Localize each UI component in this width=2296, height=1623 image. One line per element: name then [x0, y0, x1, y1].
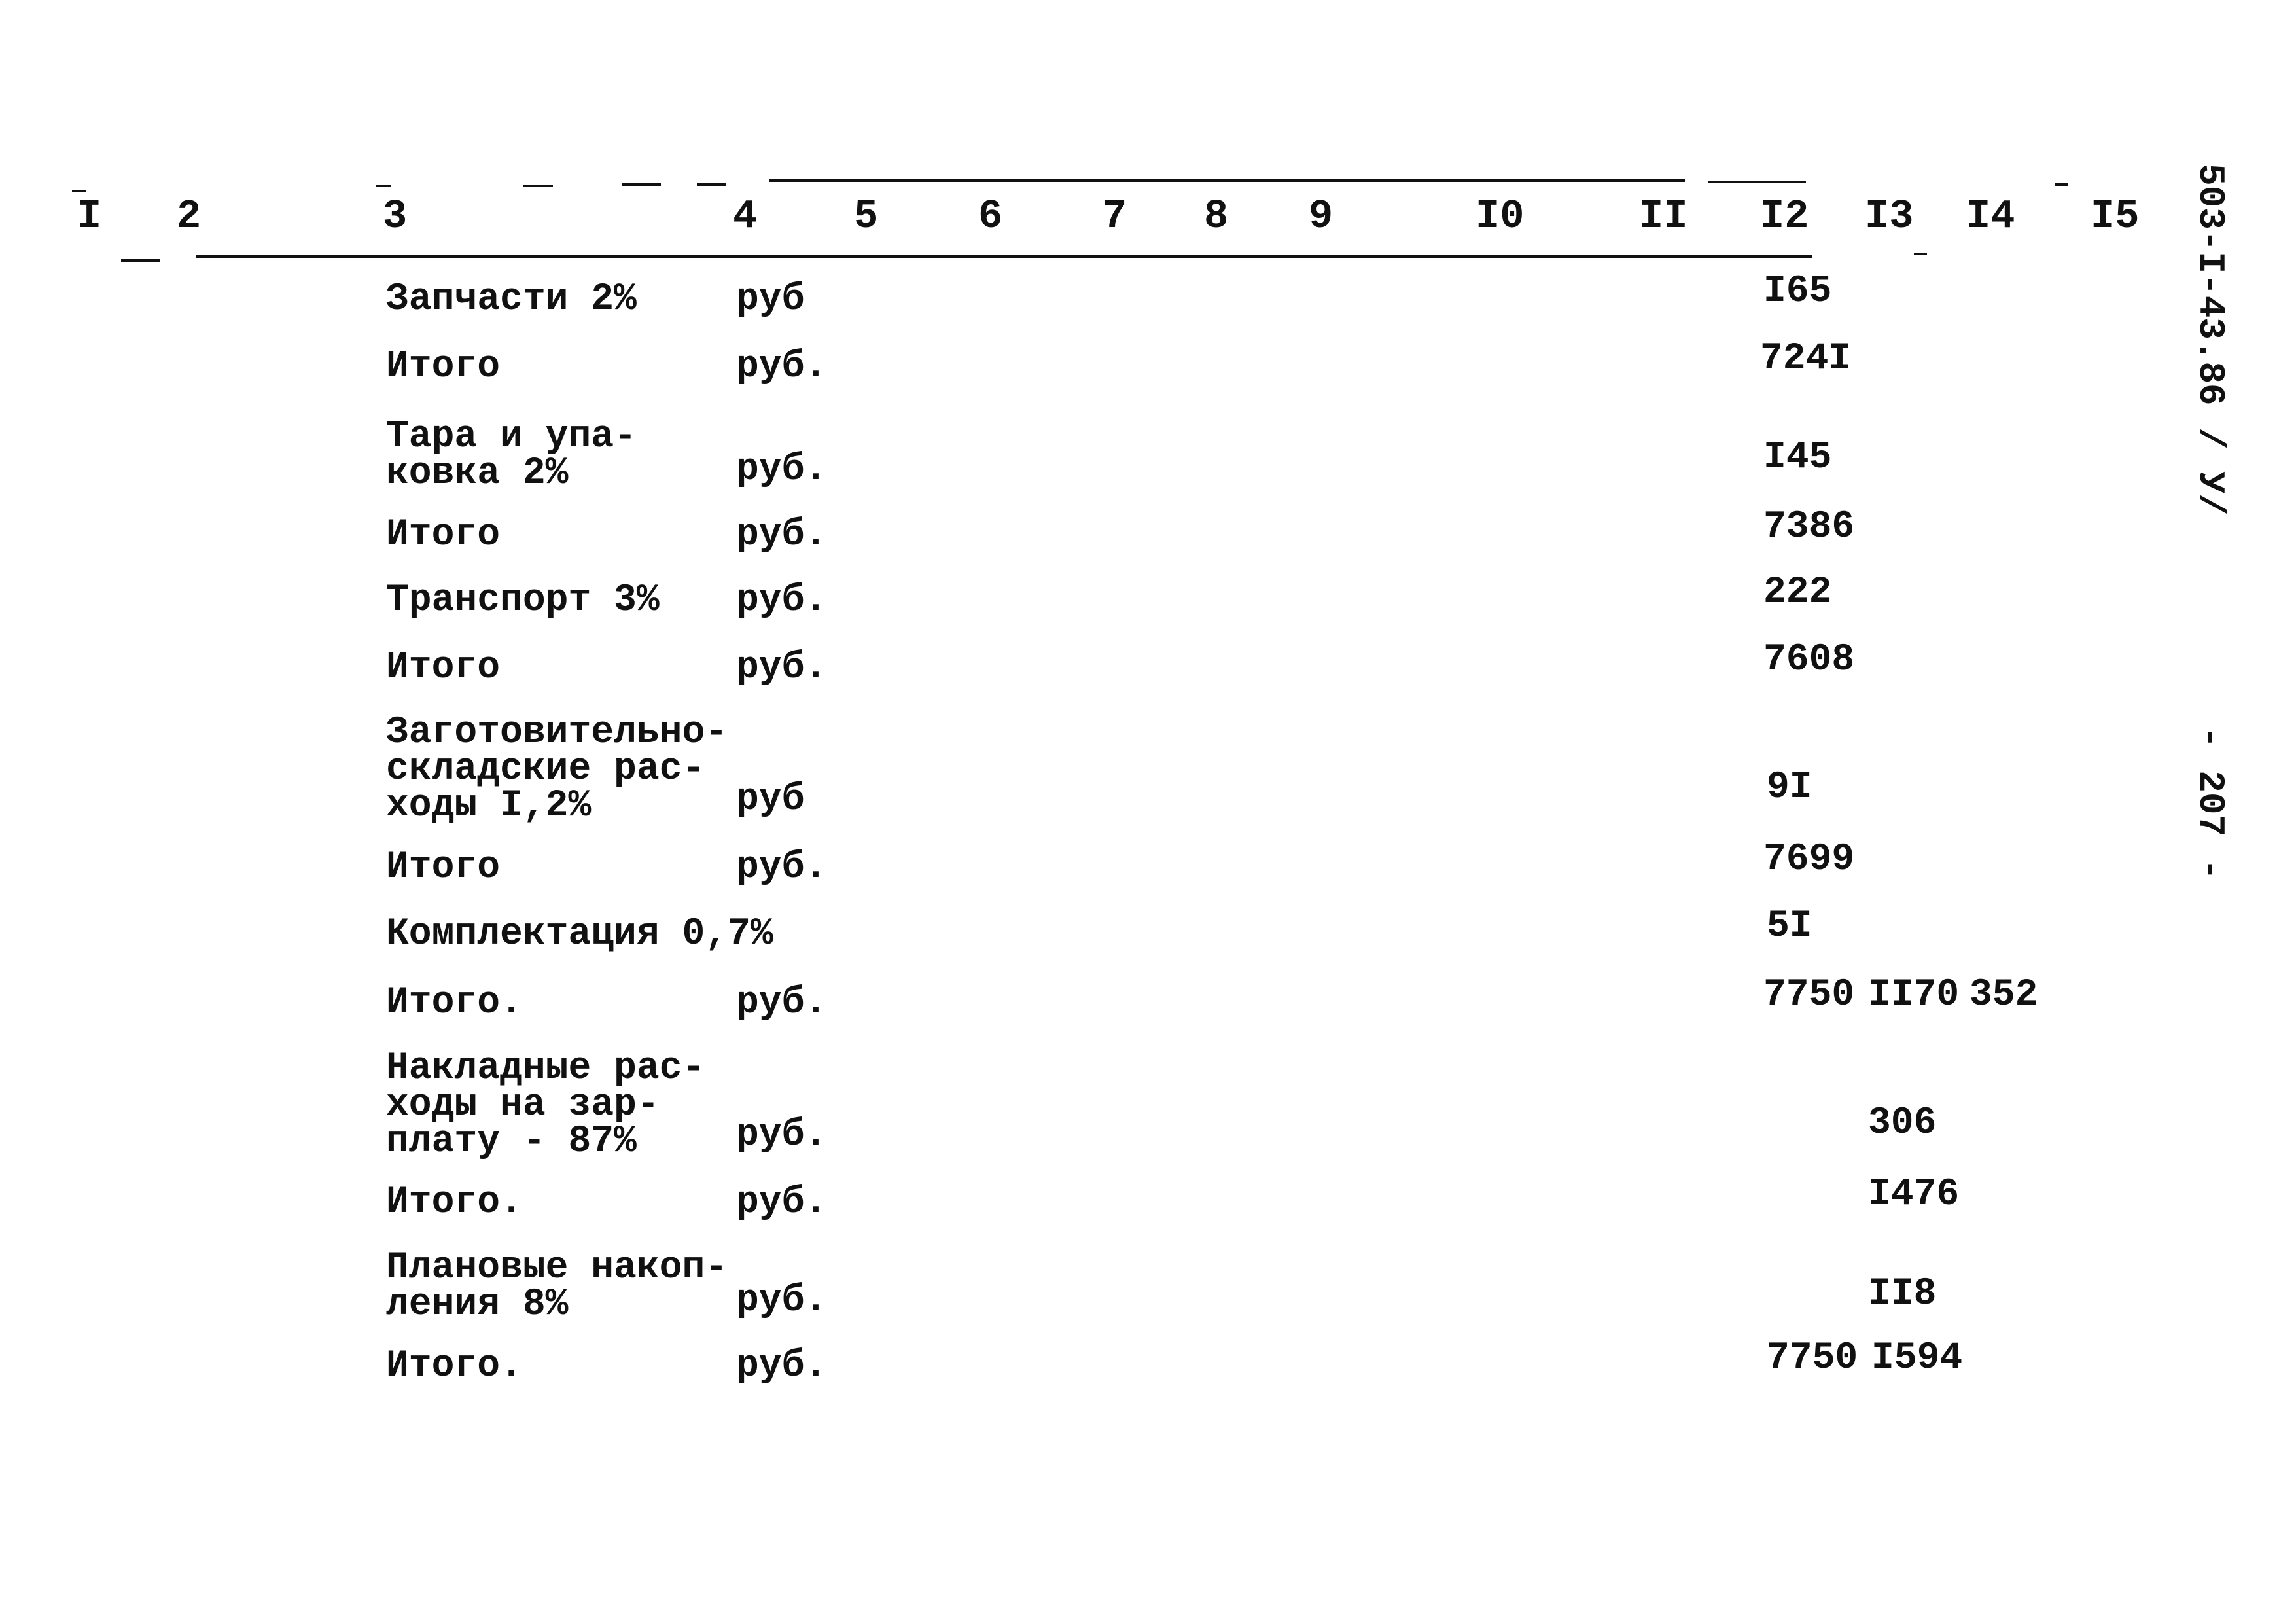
- header-bottom-rule: [196, 255, 1812, 258]
- row-label: Итого.: [386, 982, 523, 1024]
- row-unit: руб: [736, 778, 805, 821]
- row-value-col12: I65: [1763, 270, 1832, 313]
- row-unit: руб.: [736, 1181, 828, 1224]
- row-value-col12: 7750: [1763, 974, 1855, 1016]
- header-col-5: 5: [854, 193, 879, 240]
- row-label: Тара и упа- ковка 2%: [386, 416, 637, 495]
- row-value-col12: 9I: [1767, 766, 1812, 809]
- header-bottom-rule: [121, 259, 160, 262]
- header-col-1: I: [77, 193, 102, 240]
- row-value-col13: I594: [1871, 1337, 1963, 1380]
- header-col-10: I0: [1475, 193, 1525, 240]
- row-unit: руб.: [736, 514, 828, 556]
- header-top-dash: [2055, 183, 2068, 186]
- header-col-9: 9: [1309, 193, 1333, 240]
- row-value-col12: I45: [1763, 437, 1832, 479]
- row-value-col12: 7608: [1763, 639, 1855, 681]
- page-number-label: - 207 -: [2189, 726, 2231, 881]
- row-label: Итого.: [386, 1181, 523, 1224]
- row-unit: руб.: [736, 1345, 828, 1387]
- header-top-rule: [1708, 181, 1806, 183]
- row-label: Итого: [386, 346, 501, 388]
- header-top-dash: [72, 190, 86, 192]
- row-value-col12: 5I: [1767, 905, 1812, 948]
- row-value-col13: II70: [1868, 974, 1960, 1016]
- row-unit: руб: [736, 278, 805, 321]
- header-top-dash: [697, 183, 726, 186]
- document-code-label: 503-I-43.86 / У/: [2189, 164, 2231, 516]
- header-col-15: I5: [2091, 193, 2140, 240]
- header-col-3: 3: [383, 193, 408, 240]
- row-label: Запчасти 2%: [386, 278, 637, 321]
- row-value-col12: 7750: [1767, 1337, 1858, 1380]
- header-col-13: I3: [1865, 193, 1914, 240]
- row-unit: руб.: [736, 846, 828, 889]
- header-col-11: II: [1639, 193, 1688, 240]
- header-col-7: 7: [1103, 193, 1127, 240]
- header-col-14: I4: [1966, 193, 2015, 240]
- header-col-4: 4: [733, 193, 758, 240]
- header-col-6: 6: [978, 193, 1003, 240]
- row-unit: руб.: [736, 579, 828, 622]
- row-unit: руб.: [736, 982, 828, 1024]
- row-label: Итого.: [386, 1345, 523, 1387]
- row-label: Заготовительно- складские рас- ходы I,2%: [386, 711, 728, 827]
- header-bottom-dash: [1914, 253, 1927, 255]
- row-value-col12: 222: [1763, 571, 1832, 614]
- row-unit: руб.: [736, 346, 828, 388]
- row-label: Итого: [386, 514, 501, 556]
- row-value-col12: 7699: [1763, 838, 1855, 881]
- row-value-col12: 724I: [1760, 338, 1852, 380]
- row-unit: руб.: [736, 1114, 828, 1156]
- header-col-8: 8: [1204, 193, 1229, 240]
- row-value-col12: 7386: [1763, 506, 1855, 548]
- row-unit: руб.: [736, 647, 828, 689]
- row-value-col13: 306: [1868, 1102, 1937, 1145]
- row-label: Итого: [386, 846, 501, 889]
- header-col-2: 2: [177, 193, 202, 240]
- row-value-col13: I476: [1868, 1173, 1960, 1216]
- row-label: Комплектация 0,7%: [386, 913, 773, 955]
- header-top-rule: [769, 179, 1685, 182]
- row-value-col14: 352: [1969, 974, 2038, 1016]
- row-label: Плановые накоп- ления 8%: [386, 1247, 728, 1326]
- row-unit: руб.: [736, 448, 828, 491]
- row-unit: руб.: [736, 1279, 828, 1322]
- header-col-12: I2: [1760, 193, 1809, 240]
- row-label: Итого: [386, 647, 501, 689]
- row-label: Накладные рас- ходы на зар- плату - 87%: [386, 1047, 705, 1163]
- header-top-dash: [376, 185, 391, 187]
- row-label: Транспорт 3%: [386, 579, 660, 622]
- header-top-dash: [622, 183, 661, 186]
- header-top-dash: [523, 185, 553, 187]
- row-value-col13: II8: [1868, 1273, 1937, 1315]
